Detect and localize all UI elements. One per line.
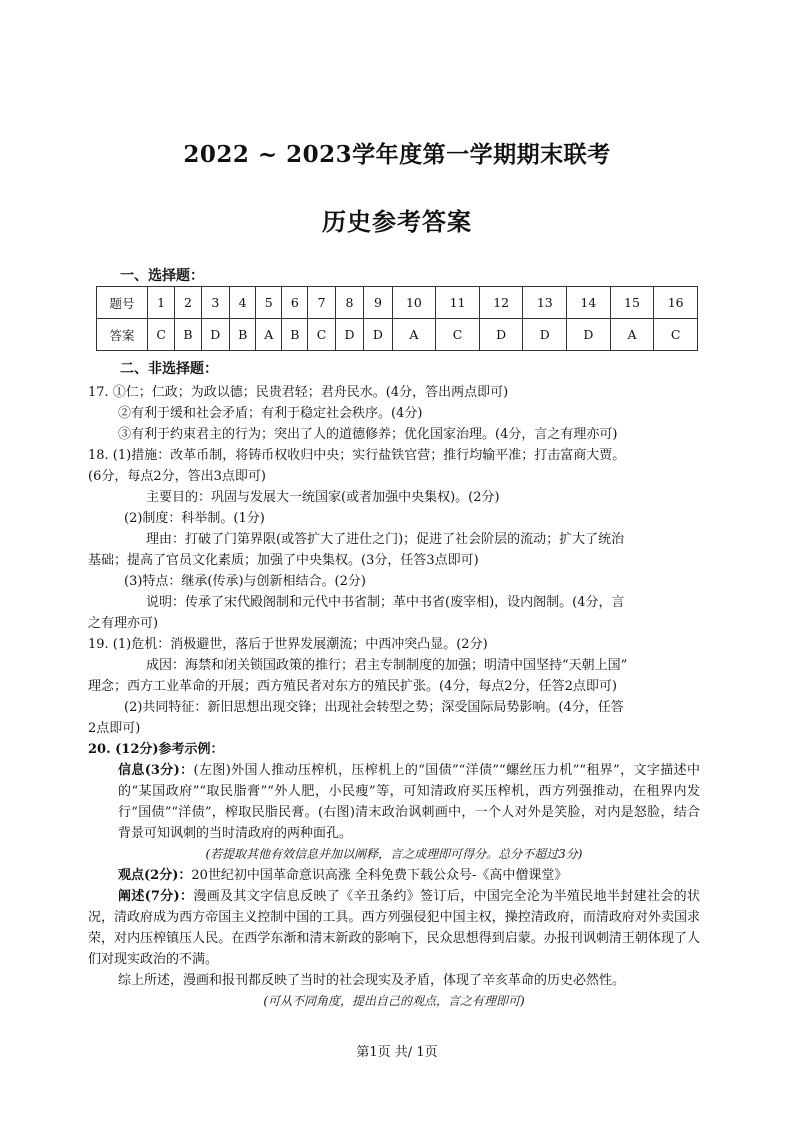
answer-cell: D bbox=[567, 319, 611, 351]
answer-cell: A bbox=[610, 319, 654, 351]
q18-line-4: (2)制度：科举制。(1分) bbox=[124, 511, 265, 526]
q17-line-3: ③有利于约束君主的行为；突出了人的道德修养；优化国家治理。(4分，言之有理亦可) bbox=[118, 427, 618, 442]
answer-cell: A bbox=[392, 319, 436, 351]
q20-view-line bbox=[88, 865, 700, 886]
answer-cell: D bbox=[523, 319, 567, 351]
q20-argue-label: 阐述(7分)： bbox=[118, 889, 194, 904]
q18-line-8: 说明：传承了宋代殿阁制和元代中书省制；革中书省(废宰相)，设内阁制。(4分，言 bbox=[146, 595, 625, 610]
answer-cell: B bbox=[282, 319, 308, 351]
answer-cell: C bbox=[148, 319, 175, 351]
answer-cell: A bbox=[256, 319, 282, 351]
q20-closing-note: (可从不同角度，提出自己的观点，言之有理即可) bbox=[263, 994, 525, 1008]
question-number-cell: 7 bbox=[308, 287, 335, 319]
section-heading-nonchoice: 二、非选择题： bbox=[120, 361, 218, 377]
question-number-cell: 14 bbox=[567, 287, 611, 319]
q20-argue-text: 漫画及其文字信息反映了《辛丑条约》签订后，中国完全沦为半殖民地半封建社会的状况，清政府成为西方帝国主义控制中国的工具。西方列强侵犯中国主权，操控清政府，而清政府对外卖国求荣，对内压榨镇压人民。在西学东渐和清末新政的影响下，民众思想得到启蒙。办报刊讽刺清王朝体现了人们对现实政治的不满。 bbox=[88, 889, 700, 967]
question-number-cell: 4 bbox=[230, 287, 256, 319]
q20-info-paragraph bbox=[88, 760, 700, 844]
answer-cell: C bbox=[308, 319, 335, 351]
q18-line-7: (3)特点：继承(传承)与创新相结合。(2分) bbox=[124, 574, 366, 589]
table-row-numbers bbox=[97, 287, 698, 319]
q18-line-3: 主要目的：巩固与发展大一统国家(或者加强中央集权)。(2分) bbox=[146, 490, 500, 505]
question-number-cell: 9 bbox=[364, 287, 392, 319]
question-number-cell: 11 bbox=[436, 287, 480, 319]
answer-cell: D bbox=[335, 319, 363, 351]
question-number-cell: 15 bbox=[610, 287, 654, 319]
q20-argue-paragraph bbox=[88, 886, 700, 970]
question-number-cell: 5 bbox=[256, 287, 282, 319]
question-number-cell: 6 bbox=[282, 287, 308, 319]
question-number-cell: 2 bbox=[175, 287, 201, 319]
answer-table bbox=[96, 286, 698, 351]
q19-line-4: (2)共同特征：新旧思想出现交锋；出现社会转型之势；深受国际局势影响。(4分，任答 bbox=[124, 700, 624, 715]
answer-cell: C bbox=[436, 319, 480, 351]
answer-cell: C bbox=[654, 319, 698, 351]
question-number-cell: 12 bbox=[479, 287, 523, 319]
q18-line-9: 之有理亦可) bbox=[88, 616, 159, 631]
q20-summary: 综上所述，漫画和报刊都反映了当时的社会现实及矛盾，体现了辛亥革命的历史必然性。 bbox=[118, 973, 626, 988]
exam-title: 2022 ~ 2023学年度第一学期期末联考 bbox=[183, 141, 611, 168]
row-label-number: 题号 bbox=[97, 287, 148, 319]
section-heading-choice: 一、选择题： bbox=[120, 268, 204, 284]
answer-cell: D bbox=[364, 319, 392, 351]
q20-info-note: (若提取其他有效信息并加以阐释，言之成理即可得分。总分不超过3分) bbox=[205, 847, 583, 861]
q20-info-text: (左图)外国人推动压榨机，压榨机上的“国债”“洋债”“螺丝压力机”“租界”，文字描述中的“某国政府”“取民脂膏”“外人肥，小民瘦”等，可知清政府买压榨机，西方列强推动，在租界内发行“国债”“洋债”，榨取民脂民膏。(右图)清末政治讽刺画中，一个人对外是笑脸，对内是怒脸，结合背景可知讽刺的当时清政府的两种面孔。 bbox=[118, 763, 700, 841]
q20-heading: 20. (12分)参考示例： bbox=[88, 742, 224, 757]
row-label-answer: 答案 bbox=[97, 319, 148, 351]
q19-line-5: 2点即可) bbox=[88, 721, 141, 736]
question-number-cell: 13 bbox=[523, 287, 567, 319]
q20-view-text: 20世纪初中国革命意识高涨 全科免费下载公众号-《高中僧课堂》 bbox=[191, 868, 568, 883]
q17-line-2: ②有利于缓和社会矛盾；有利于稳定社会秩序。(4分) bbox=[118, 406, 423, 421]
question-number-cell: 10 bbox=[392, 287, 436, 319]
q19-line-1: 19. (1)危机：消极避世，落后于世界发展潮流；中西冲突凸显。(2分) bbox=[88, 637, 488, 652]
q18-line-6: 基础；提高了官员文化素质；加强了中央集权。(3分，任答3点即可) bbox=[88, 553, 479, 568]
q18-line-1: 18. (1)措施：改革币制，将铸币权收归中央；实行盐铁官营；推行均输平准；打击富商大贾。 bbox=[88, 448, 626, 463]
q20-info-label: 信息(3分)： bbox=[118, 763, 194, 778]
q17-line-1: 17. ①仁；仁政；为政以德；民贵君轻；君舟民水。(4分，答出两点即可) bbox=[88, 385, 509, 400]
table-row-answers bbox=[97, 319, 698, 351]
q20-view-label: 观点(2分)： bbox=[118, 868, 192, 883]
question-number-cell: 3 bbox=[201, 287, 229, 319]
q19-line-2: 成因：海禁和闭关锁国政策的推行；君主专制制度的加强；明清中国坚持“天朝上国” bbox=[146, 658, 628, 673]
answer-cell: B bbox=[230, 319, 256, 351]
q18-line-2: (6分，每点2分，答出3点即可) bbox=[88, 469, 266, 484]
question-number-cell: 8 bbox=[335, 287, 363, 319]
answer-cell: D bbox=[479, 319, 523, 351]
answer-body bbox=[88, 382, 700, 1012]
answer-cell: D bbox=[201, 319, 229, 351]
exam-subtitle: 历史参考答案 bbox=[322, 207, 472, 236]
q19-line-3: 理念；西方工业革命的开展；西方殖民者对东方的殖民扩张。(4分，每点2分，任答2点即可) bbox=[88, 679, 617, 694]
question-number-cell: 16 bbox=[654, 287, 698, 319]
answer-cell: B bbox=[175, 319, 201, 351]
question-number-cell: 1 bbox=[148, 287, 175, 319]
q18-line-5: 理由：打破了门第界限(或答扩大了进仕之门)；促进了社会阶层的流动；扩大了统治 bbox=[146, 532, 625, 547]
page-footer: 第1页 共/ 1页 bbox=[356, 1045, 438, 1060]
